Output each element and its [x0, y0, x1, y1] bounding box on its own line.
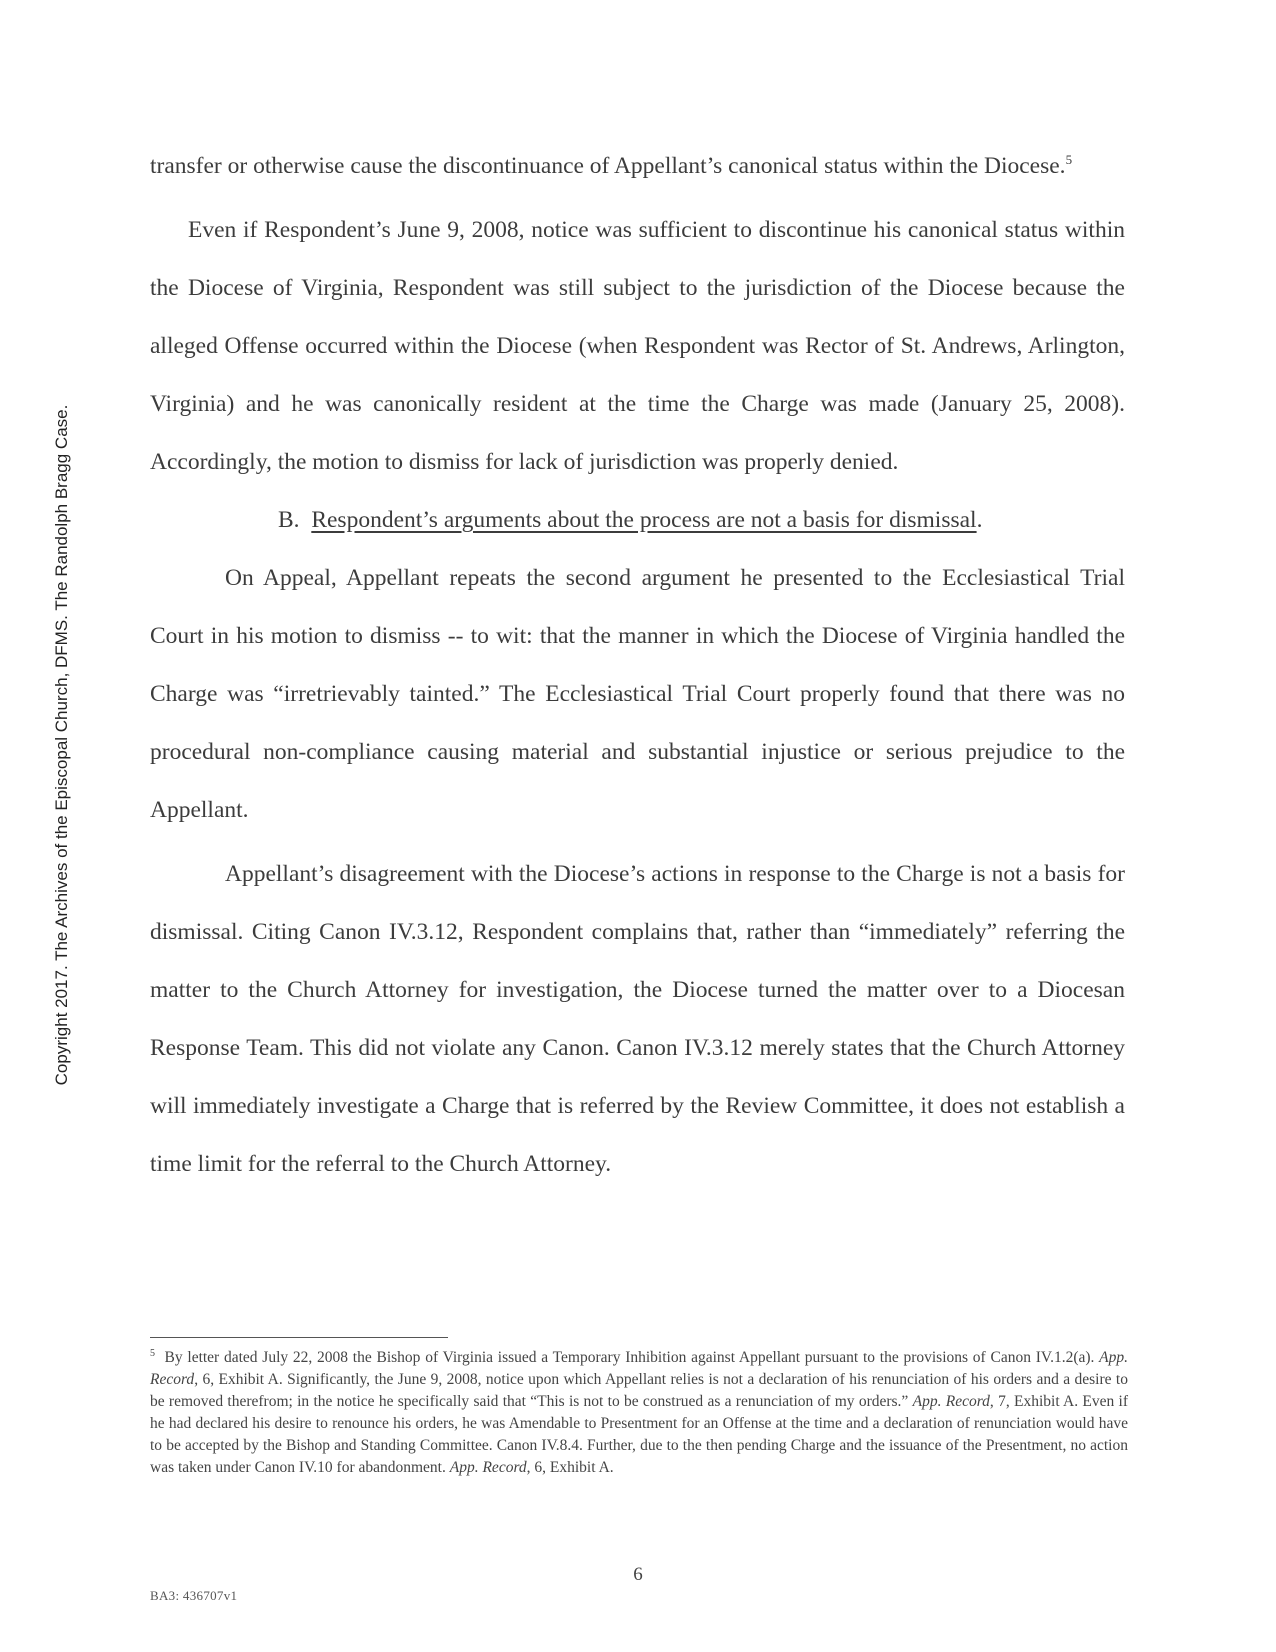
section-heading-b: [150, 491, 1125, 549]
footnote-reference: 5: [1065, 152, 1073, 168]
footnote-text: By letter dated July 22, 2008 the Bishop of Virginia issued a Temporary Inhibition against Appellant pursuant to the provisions of Canon IV.1.2(a). App. Record, 6, Exhibit A. Significantly, the June 9, 2008, notice upon which Appellant relies is not a declaration of his renunciation of his orders and a desire to be removed therefrom; in the notice he specifically said that “This is not to be construed as a renunciation of my orders.” App. Record, 7, Exhibit A. Even if he had declared his desire to renounce his orders, he was Amendable to Presentment for an Offense at the time and a declaration of renunciation would have to be accepted by the Bishop and Standing Committee. Canon IV.8.4. Further, due to the then pending Charge and the issuance of the Presentment, no action was taken under Canon IV.10 for abandonment. App. Record, 6, Exhibit A.: [150, 1349, 1129, 1476]
footnote-number: 5: [150, 1347, 155, 1359]
footnote: [150, 1347, 1128, 1479]
section-title: Respondent’s arguments about the process are not a basis for dismissal: [311, 507, 977, 533]
document-id: BA3: 436707v1: [150, 1588, 238, 1603]
paragraph-text: transfer or otherwise cause the discontinuance of Appellant’s canonical status within the Diocese.: [150, 153, 1066, 179]
copyright-side-note: Copyright 2017. The Archives of the Episcopal Church, DFMS. The Randolph Bragg Case.: [52, 404, 71, 1086]
footnote-separator: [150, 1337, 448, 1338]
document-body: [150, 137, 1125, 1193]
paragraph-disagreement: Appellant’s disagreement with the Diocese’s actions in response to the Charge is not a basis for dismissal. Citing Canon IV.3.12, Respondent complains that, rather than “immediately” referring the matter to the Church Attorney for investigation, the Diocese turned the matter over to a Diocesan Response Team. This did not violate any Canon. Canon IV.3.12 merely states that the Church Attorney will immediately investigate a Charge that is referred by the Review Committee, it does not establish a time limit for the referral to the Church Attorney.: [150, 861, 1125, 1177]
paragraph-jurisdiction: Even if Respondent’s June 9, 2008, notice was sufficient to discontinue his canonical status within the Diocese of Virginia, Respondent was still subject to the jurisdiction of the Diocese because the alleged Offense occurred within the Diocese (when Respondent was Rector of St. Andrews, Arlington, Virginia) and he was canonically resident at the time the Charge was made (January 25, 2008). Accordingly, the motion to dismiss for lack of jurisdiction was properly denied.: [150, 217, 1125, 475]
section-letter: B.: [278, 507, 300, 533]
page-number: 6: [633, 1564, 643, 1585]
paragraph-continuation: [150, 137, 1125, 195]
paragraph-appeal: On Appeal, Appellant repeats the second argument he presented to the Ecclesiastical Trial Court in his motion to dismiss -- to wit: that the manner in which the Diocese of Virginia handled the Charge was “irretrievably tainted.” The Ecclesiastical Trial Court properly found that there was no procedural non-compliance causing material and substantial injustice or serious prejudice to the Appellant.: [150, 565, 1125, 823]
section-title-period: .: [976, 507, 983, 533]
